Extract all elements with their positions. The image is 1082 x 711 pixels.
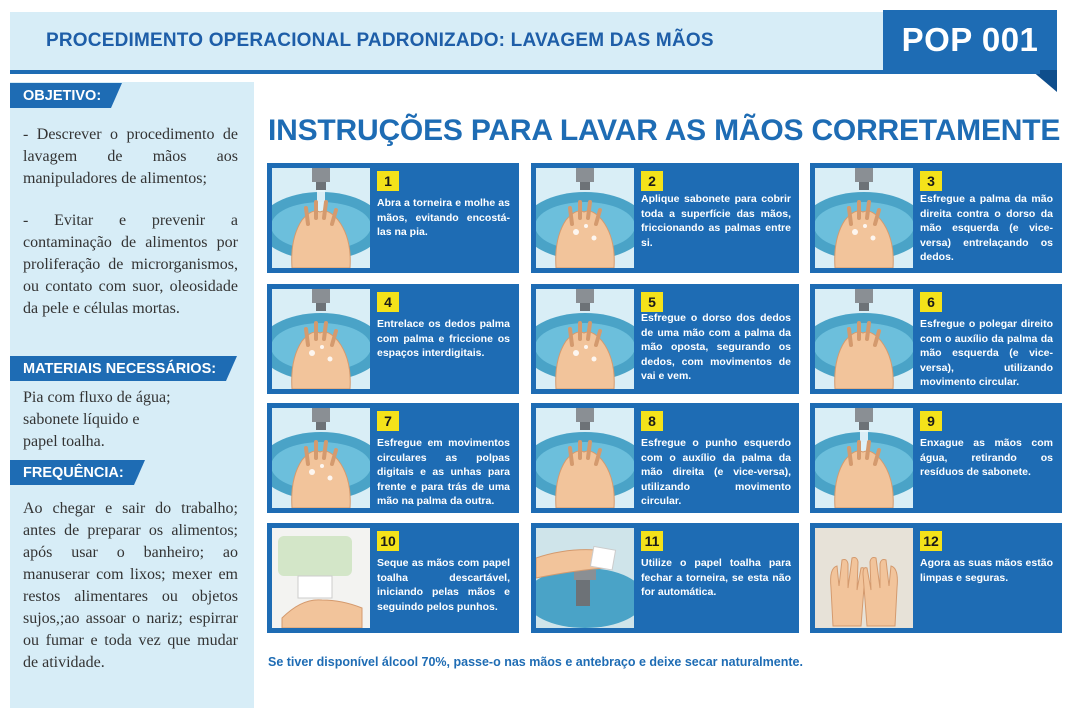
frequencia-label: FREQUÊNCIA:: [10, 460, 134, 485]
step-illustration-12: [815, 528, 913, 628]
step-text: Enxague as mãos com água, retirando os resíduos de sabonete.: [920, 437, 1053, 478]
step-number: 12: [920, 531, 942, 551]
step-card-5: [531, 284, 799, 394]
step-text: Esfregue em movimentos circulares as polpas digitais e as unhas para frente e para trás de uma mão na palma da outra.: [377, 437, 510, 507]
step-text: Esfregue o punho esquerdo com o auxílio da palma da mão direita (e vice-versa), utilizando movimento circular.: [641, 437, 791, 507]
step-text: Aplique sabonete para cobrir toda a superfície das mãos, friccionando as palmas entre si.: [641, 193, 791, 249]
step-text: Seque as mãos com papel toalha descartável, iniciando pelas mãos e seguindo pelos punhos.: [377, 557, 510, 613]
step-illustration-9: [815, 408, 913, 508]
header-title: PROCEDIMENTO OPERACIONAL PADRONIZADO: LAVAGEM DAS MÃOS: [46, 30, 714, 51]
step-illustration-5: [536, 289, 634, 389]
step-number: 10: [377, 531, 399, 551]
step-text: Esfregue o dorso dos dedos de uma mão com a palma da mão oposta, segurando os dedos, com movimentos de vai e vem.: [641, 312, 791, 382]
step-number: 8: [641, 411, 663, 431]
step-illustration-6: [815, 289, 913, 389]
step-number: 6: [920, 292, 942, 312]
step-illustration-3: [815, 168, 913, 268]
step-card-3: [810, 163, 1062, 273]
main-title: INSTRUÇÕES PARA LAVAR AS MÃOS CORRETAMENTE: [268, 114, 1061, 147]
step-card-6: [810, 284, 1062, 394]
step-illustration-11: [536, 528, 634, 628]
step-card-8: [531, 403, 799, 513]
step-card-1: [267, 163, 519, 273]
step-text: Utilize o papel toalha para fechar a torneira, se esta não for automática.: [641, 557, 791, 598]
step-text: Agora as suas mãos estão limpas e seguras.: [920, 557, 1053, 584]
step-text: Esfregue a palma da mão direita contra o dorso da mão esquerda (e vice-versa) entrelaçando os dedos.: [920, 193, 1053, 263]
step-card-11: [531, 523, 799, 633]
step-number: 2: [641, 171, 663, 191]
step-card-9: [810, 403, 1062, 513]
step-text: Abra a torneira e molhe as mãos, evitando encostá-las na pia.: [377, 197, 510, 238]
objetivo-label: OBJETIVO:: [10, 83, 111, 108]
step-number: 3: [920, 171, 942, 191]
pop-code-badge: POP 001: [883, 10, 1057, 70]
step-illustration-4: [272, 289, 370, 389]
step-illustration-7: [272, 408, 370, 508]
materiais-text: Pia com fluxo de água; sabonete líquido e papel toalha.: [23, 389, 171, 450]
objetivo-text-1: - Descrever o procedimento de lavagem de mãos aos manipuladores de alimentos;: [23, 126, 238, 187]
step-card-10: [267, 523, 519, 633]
step-illustration-1: [272, 168, 370, 268]
step-card-12: [810, 523, 1062, 633]
step-number: 11: [641, 531, 663, 551]
step-number: 9: [920, 411, 942, 431]
materiais-label: MATERIAIS NECESSÁRIOS:: [10, 356, 226, 381]
step-number: 4: [377, 292, 399, 312]
step-text: Esfregue o polegar direito com o auxílio da palma da mão esquerda (e vice-versa), utilizando movimento circular.: [920, 318, 1053, 388]
step-illustration-2: [536, 168, 634, 268]
step-card-4: [267, 284, 519, 394]
step-number: 7: [377, 411, 399, 431]
header-rule: [10, 70, 1040, 74]
step-illustration-10: [272, 528, 370, 628]
step-card-2: [531, 163, 799, 273]
step-text: Entrelace os dedos palma com palma e friccione os espaços interdigitais.: [377, 318, 510, 359]
step-number: 1: [377, 171, 399, 191]
step-illustration-8: [536, 408, 634, 508]
footer-note: Se tiver disponível álcool 70%, passe-o nas mãos e antebraço e deixe secar naturalmente.: [268, 655, 803, 669]
step-card-7: [267, 403, 519, 513]
frequencia-text: Ao chegar e sair do trabalho; antes de preparar os alimentos; após usar o banheiro; ao manuserar com lixos; mexer em restos alimentares ou objetos sujos,;ao assoar o nariz; espirrar ou fumar e toda vez que mudar de atividade.: [23, 500, 238, 671]
step-number: 5: [641, 292, 663, 312]
objetivo-text-2: - Evitar e prevenir a contaminação de alimentos por proliferação de microrganismos, ou contato com suor, oleosidade da pele e células mortas.: [23, 212, 238, 317]
